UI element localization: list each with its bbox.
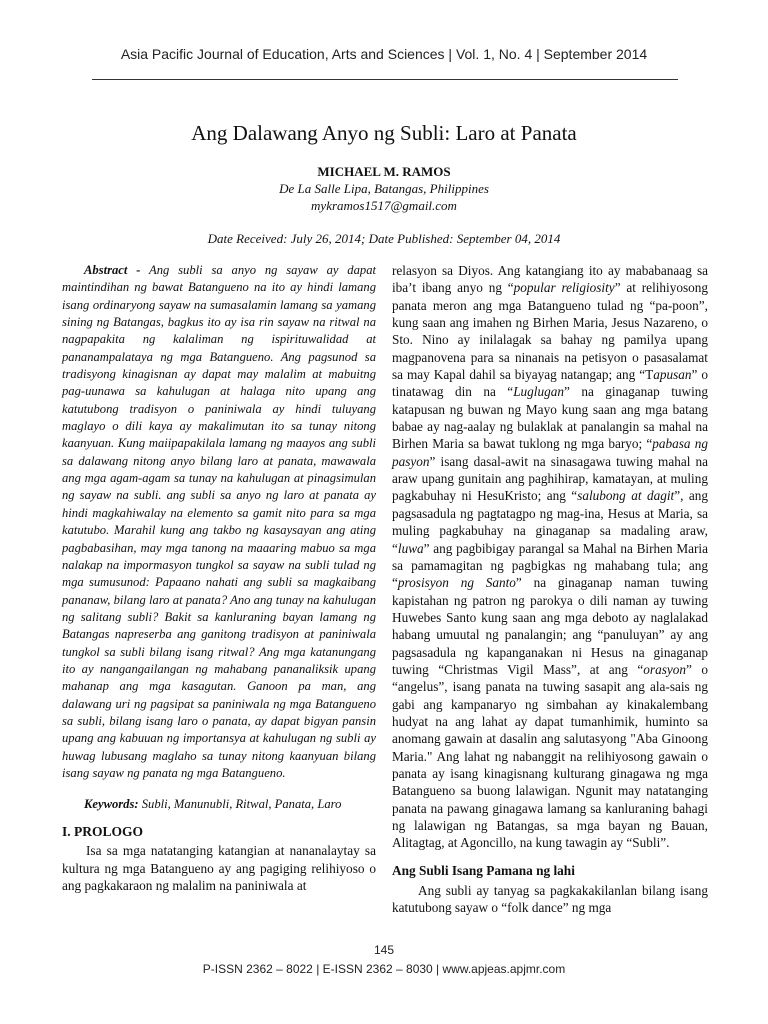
right-column xyxy=(392,262,708,916)
keywords xyxy=(62,796,376,813)
abstract-label: Abstract - xyxy=(84,263,141,277)
abstract-text: Ang subli sa anyo ng sayaw ay dapat maintindihan ng bawat Batangueno na ito ay hindi lamang isang ordinaryong sayaw na sumasalamin lamang sa yamang sining ng Batangas, bagkus ito ay isa rin sayaw na ritwal na nagpapakita ng kalaliman ng ispirituwalidad at pananampalataya ng mga Batangueno. Ang pagsunod sa tradisyong kinagisnan ay dapat may malalim at mabuitng pag-uunawa sa kahulugan at halaga nito upang ang katutubong tradisyon o paniniwala ay hindi tuluyang maglayo o dili kaya ay makalimutan ito sa tunay nitong kaanyuan. Kung maiipapakilala lamang ng maayos ang subli sa dalawang nitong anyo bilang laro at panata, mawawala ang mga agam-agam sa tunay na kahulugan at pinagsimulan ng sayaw na subli. ang subli sa anyo ng laro at panata ay hindi magkahiwalay na elemento sa gamit nito para sa mga katutubo. Marahil kung ang takbo ng kasaysayan ang ating pagbabasihan, may mga tanong na maaaring mabuo sa mga nalakap na impormasyon tungkol sa sayaw na subli tulad ng mga sumusunod: Papaano nahati ang subli sa magkaibang pananaw, bilang laro at panata? Ano ang tunay na kahulugan ng salitang subli? Bakit sa kanluraning bayan lamang ng Batangas napreserba ang ganitong tradisyon at paniniwala tungkol sa subli bilang isang ritwal? Ang mga katanungang ito ay nangangailangan ng mahabang pananaliksik upang mahanap ang mga kasagutan. Ganoon pa man, ang dalawang uri ng pagsipat sa paniniwala ng mga Batangueno sa subli, bilang isang laro o panata, ay dapat bigyan pansin upang ang kabuuan ng importansya at kahulugan ng subli ay huwag lubusang maglaho sa tunay nitong kaanyuan bilang isang sayaw ng panata ng mga Batangueno. xyxy=(62,263,376,780)
keywords-text: Subli, Manunubli, Ritwal, Panata, Laro xyxy=(141,797,342,812)
footer-issn: P-ISSN 2362 – 8022 | E-ISSN 2362 – 8030 | www.apjeas.apjmr.com xyxy=(202,962,566,976)
abstract xyxy=(62,262,376,782)
publication-dates: Date Received: July 26, 2014; Date Published: September 04, 2014 xyxy=(207,231,561,246)
prologo-paragraph: Isa sa mga natatanging katangian at nananalaytay sa kultura ng mga Batangueno ay ang pagiging relihiyoso o ang pagkakaraon ng malalim na paniniwala at xyxy=(62,843,376,894)
author-email[interactable]: mykramos1517@gmail.com xyxy=(311,198,457,213)
page-number: 145 xyxy=(373,943,395,957)
body-paragraph-religiosity: relasyon sa Diyos. Ang katangiang ito ay mababanaag sa iba’t ibang anyo ng “popular religiosity” at relihiyosong panata meron ang mga Batangueno tulad ng “pa-poon”, kung saan ang imahen ng Birhen Maria, Jesus Nazareno, o Sto. Nino ay inilalagak sa bahay ng pamilya upang magpanovena para sa ninanais na petisyon o pasasalamat sa may Kapal dahil sa biyayag natangap; ang “Tapusan” o tinatawag din na “Luglugan” na ginaganap tuwing katapusan ng buwan ng Mayo kung saan ang mga batang babae ay nag-aalay ng bulaklak at panalangin sa mahal na Birhen Maria sa bawat tuklong ng mga baryo; “pabasa ng pasyon” isang dasal-awit na sinasagawa tuwing mahal na araw upang gunitain ang paghihirap, kamatayan, at muling pagkabuhay ni HesuKristo; ang “salubong at dagit”, ang pagsasadula ng pagtatagpo ng mag-ina, Hesus at Maria, sa muling pagkabuhay na ginaganap sa madaling araw, “luwa” ang pagbibigay parangal sa Mahal na Birhen Maria sa pamamagitan ng pagbigkas ng mahabang tula; ang “prosisyon ng Santo” na ginaganap naman tuwing kapistahan ng patron ng parokya o dili naman ay tuwing Huwebes Santo kung saan ang mga deboto ay naglalakad habang umuutal ng panalangin; ang “panuluyan” ay ang pagsasadula ng kapanganakan ni Hesus na ginaganap tuwing “Christmas Vigil Mass”, at ang “orasyon” o “angelus”, isang panata na tuwing sasapit ang ala-sais ng gabi ang kampanaryo ng simbahan ay kinakalembang hudyat na ang lahat ay dapat tumanhimik, huminto sa anomang gawain at dasalin ang salutasyong "Aba Ginoong Maria." Ang lahat ng nabanggit na relihiyosong gawain o panata ay isang kinagisnang kulturang ginagawa ng mga Batangueno sa buong lalawigan. Ngunit may natatanging panata na pawang ginagawa lamang sa kanluraning bahagi ng lalawigan ng Batangas, sa mga bayan ng Bauan, Alitagtag, at Agoncillo, na kung tawagin ay “Subli”. xyxy=(392,263,709,851)
author-name: MICHAEL M. RAMOS xyxy=(317,164,451,179)
section-heading-prologo: I. PROLOGO xyxy=(62,824,144,840)
left-column xyxy=(62,262,376,895)
pamana-paragraph: Ang subli ay tanyag sa pagkakakilanlan bilang isang katutubong sayaw o “folk dance” ng mga xyxy=(392,882,708,916)
header-divider xyxy=(92,79,678,80)
journal-header: Asia Pacific Journal of Education, Arts and Sciences | Vol. 1, No. 4 | September 2014 xyxy=(120,46,648,62)
author-affiliation: De La Salle Lipa, Batangas, Philippines xyxy=(279,181,489,196)
article-title: Ang Dalawang Anyo ng Subli: Laro at Panata xyxy=(191,121,577,145)
section-subheading-pamana: Ang Subli Isang Pamana ng lahi xyxy=(392,862,575,878)
keywords-label: Keywords: xyxy=(84,797,139,812)
